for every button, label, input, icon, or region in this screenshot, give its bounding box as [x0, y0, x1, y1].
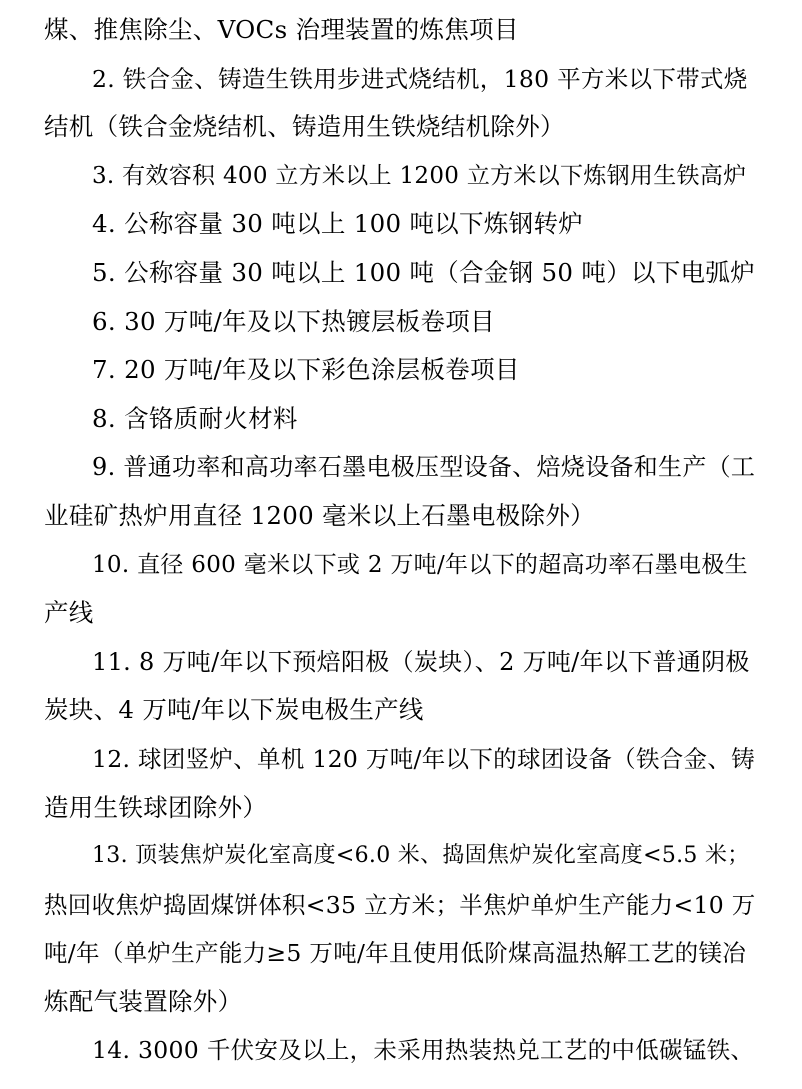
list-item-7: 7. 20 万吨/年及以下彩色涂层板卷项目: [92, 355, 520, 385]
list-item-11: 11. 8 万吨/年以下预焙阳极（炭块）、2 万吨/年以下普通阴极: [92, 647, 750, 676]
list-item-13-continuation-3: 炼配气装置除外）: [44, 986, 243, 1016]
list-item-14: 14. 3000 千伏安及以上，未采用热装热兑工艺的中低碳锰铁、: [92, 1036, 755, 1065]
list-item-12-continuation: 造用生铁球团除外）: [44, 792, 268, 822]
list-item-9-continuation: 业硅矿热炉用直径 1200 毫米以上石墨电极除外）: [44, 500, 595, 530]
list-item-8: 8. 含铬质耐火材料: [92, 403, 298, 433]
list-item-2: 2. 铁合金、铸造生铁用步进式烧结机，180 平方米以下带式烧: [92, 64, 748, 93]
list-item-5: 5. 公称容量 30 吨以上 100 吨（合金钢 50 吨）以下电弧炉: [92, 257, 756, 287]
list-item-3: 3. 有效容积 400 立方米以上 1200 立方米以下炼钢用生铁高炉: [92, 162, 747, 189]
list-item-4: 4. 公称容量 30 吨以上 100 吨以下炼钢转炉: [92, 209, 584, 239]
list-item-9: 9. 普通功率和高功率石墨电极压型设备、焙烧设备和生产（工: [92, 453, 756, 482]
list-item-13: 13. 顶装焦炉炭化室高度<6.0 米、捣固焦炉炭化室高度<5.5 米；: [92, 843, 750, 869]
list-item-13-continuation-2: 吨/年（单炉生产能力≥5 万吨/年且使用低阶煤高温热解工艺的镁冶: [44, 939, 747, 968]
text-line-1: 煤、推焦除尘、VOCs 治理装置的炼焦项目: [44, 15, 519, 44]
list-item-12: 12. 球团竖炉、单机 120 万吨/年以下的球团设备（铁合金、铸: [92, 744, 755, 773]
list-item-13-continuation-1: 热回收焦炉捣固煤饼体积<35 立方米；半焦炉单炉生产能力<10 万: [44, 890, 756, 919]
list-item-11-continuation: 炭块、4 万吨/年以下炭电极生产线: [44, 695, 424, 725]
list-item-2-continuation: 结机（铁合金烧结机、铸造用生铁烧结机除外）: [44, 112, 565, 142]
list-item-10-continuation: 产线: [44, 598, 94, 628]
list-item-6: 6. 30 万吨/年及以下热镀层板卷项目: [92, 306, 495, 336]
list-item-10: 10. 直径 600 毫米以下或 2 万吨/年以下的超高功率石墨电极生: [92, 551, 748, 578]
